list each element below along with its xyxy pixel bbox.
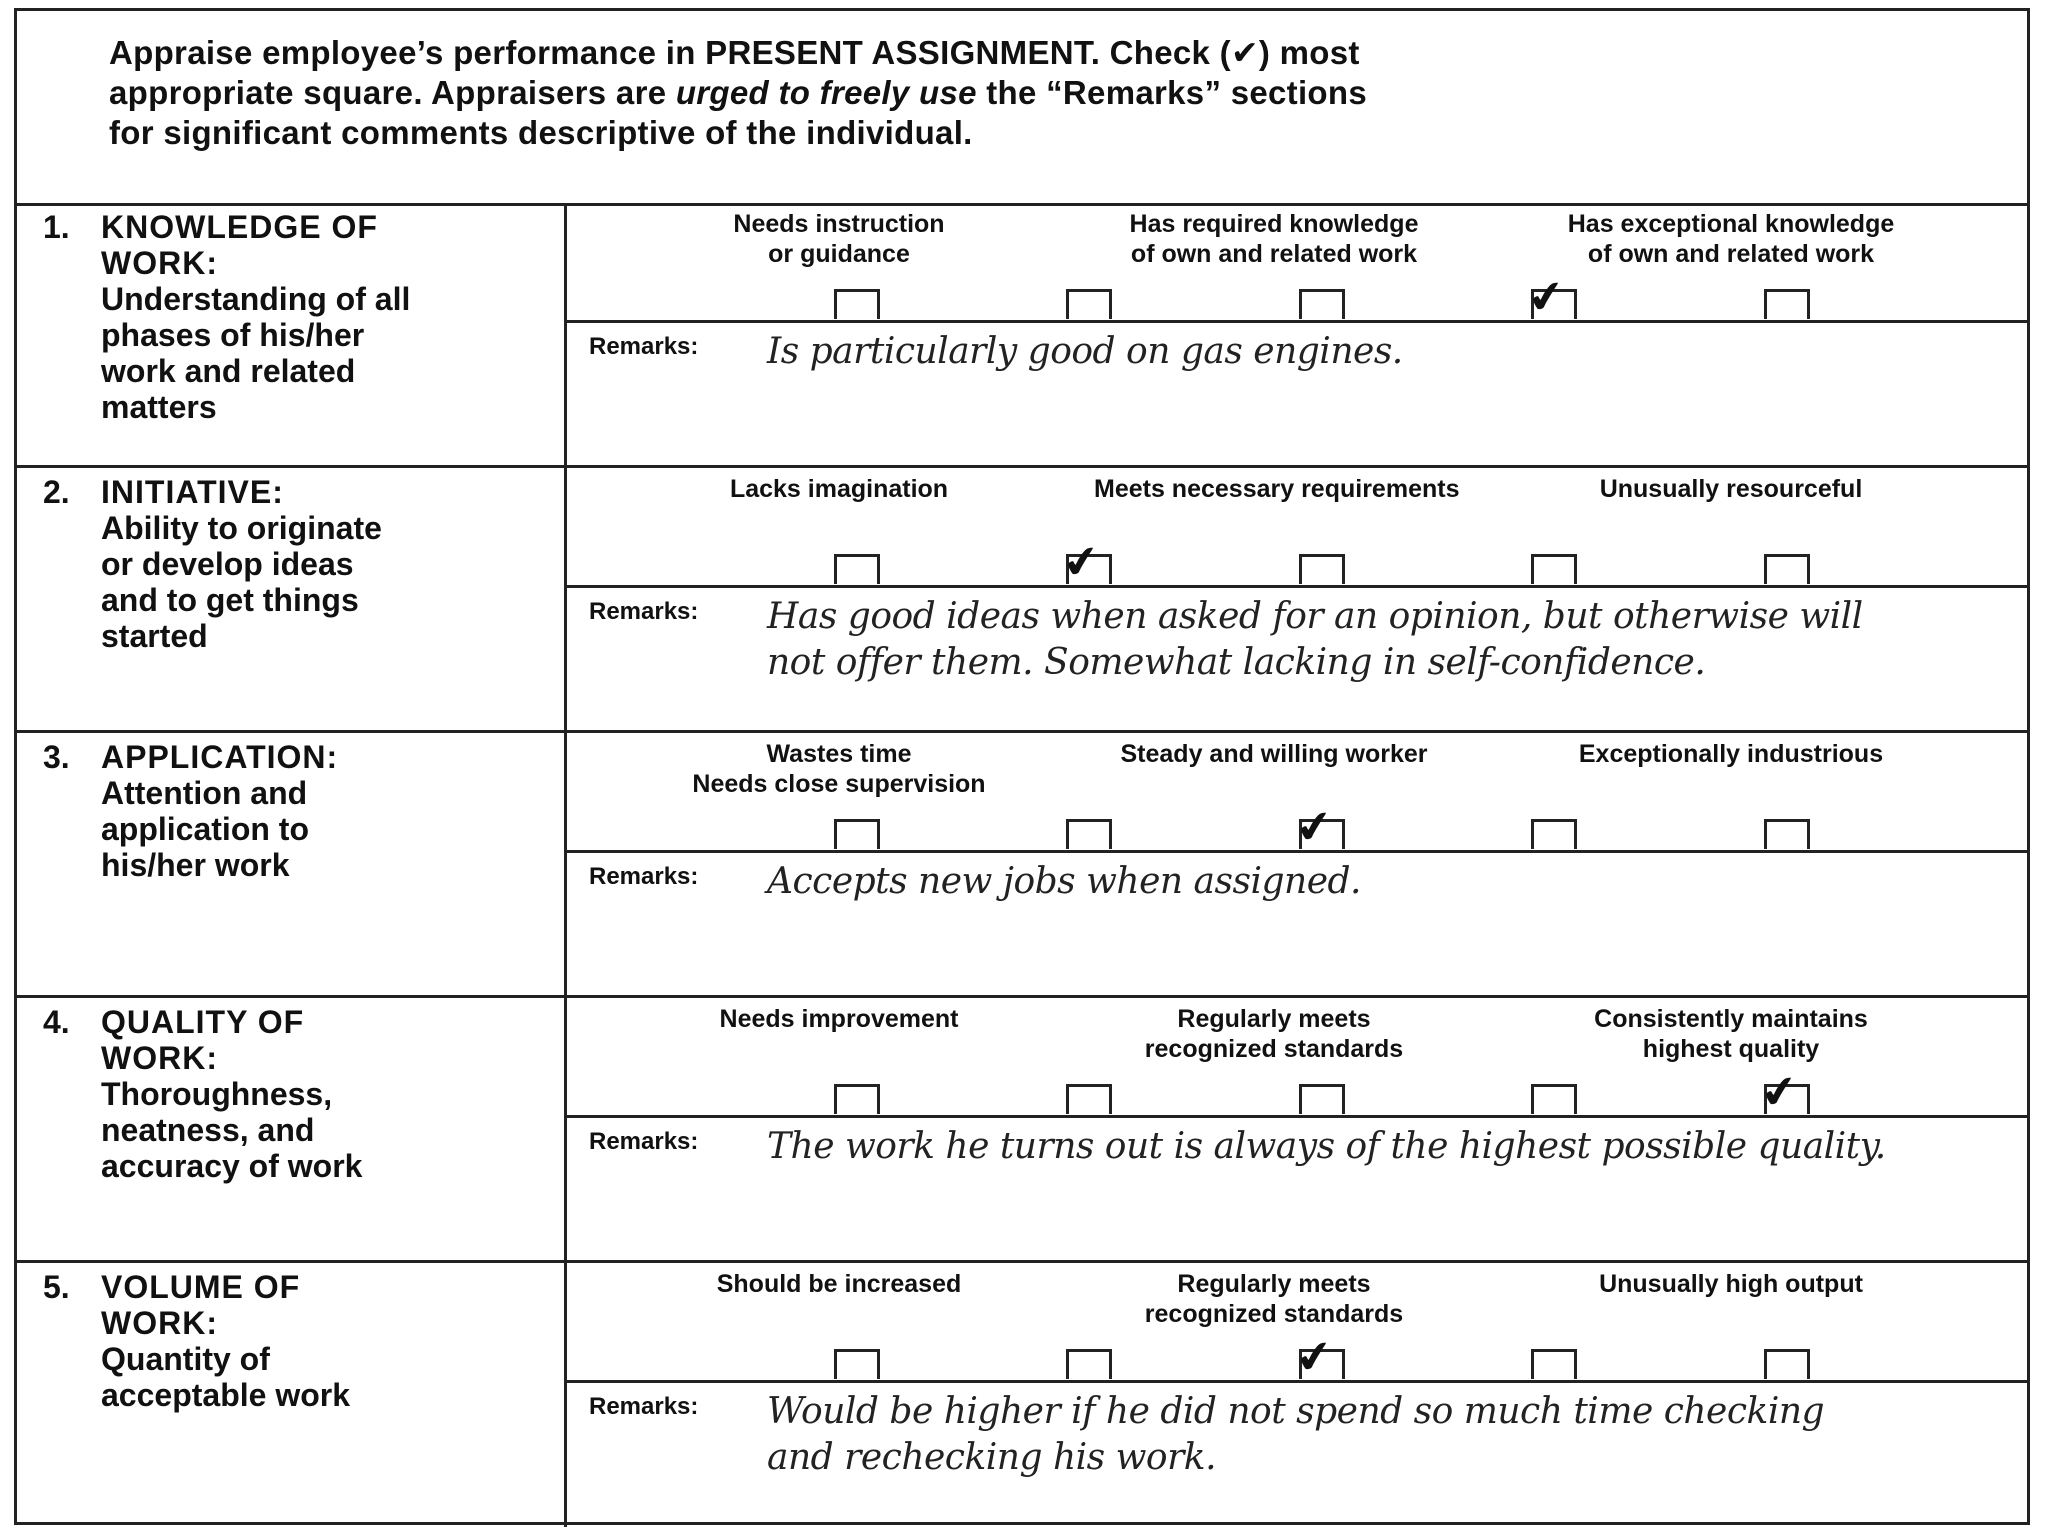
factor-label <box>17 998 567 1260</box>
scale-anchor-line: Consistently maintains <box>1594 1005 1868 1033</box>
factor-label <box>17 468 567 730</box>
factor-number: 1. <box>43 209 70 245</box>
factor-number: 2. <box>43 474 70 510</box>
rating-checkbox[interactable] <box>1764 554 1810 584</box>
factor-description: work and related <box>101 353 356 389</box>
rating-checkbox[interactable] <box>1292 1330 1345 1385</box>
factor-number: 5. <box>43 1269 70 1305</box>
remarks-label: Remarks: <box>589 598 699 625</box>
factor-row <box>17 733 2027 998</box>
rating-checkbox[interactable] <box>1292 800 1345 855</box>
scale-anchor-line: highest quality <box>1642 1035 1820 1063</box>
rating-scale <box>567 1263 2027 1383</box>
instructions-line-3: for significant comments descriptive of the individual. <box>109 114 973 151</box>
remarks-text[interactable] <box>767 1389 2011 1481</box>
scale-anchor-line: Exceptionally industrious <box>1578 740 1884 768</box>
factor-description: his/her work <box>101 847 290 883</box>
scale-anchor-label <box>1551 739 1911 769</box>
factor-description: phases of his/her <box>101 317 365 353</box>
scale-anchor-label <box>1094 1269 1454 1329</box>
scale-anchor-line: Wastes time <box>766 740 912 768</box>
instructions-text: the “Remarks” sections <box>976 74 1367 111</box>
check-mark-icon: ✔ <box>1757 1065 1802 1120</box>
remarks-text[interactable] <box>767 329 2011 375</box>
scale-anchor-line: of own and related work <box>1587 240 1875 268</box>
scale-anchor-label <box>659 474 1019 504</box>
rating-scale <box>567 203 2027 323</box>
factor-row <box>17 1263 2027 1527</box>
scale-anchor-line: or guidance <box>768 240 910 268</box>
factor-title: WORK: <box>101 1305 218 1341</box>
instructions-line-1: Appraise employee’s performance in PRESENT ASSIGNMENT. Check (✔) most <box>109 34 1360 71</box>
factor-description: and to get things <box>101 582 359 618</box>
factor-description: Thoroughness, <box>101 1076 333 1112</box>
rating-checkbox[interactable] <box>1531 1084 1577 1114</box>
scale-anchor-label <box>1551 1004 1911 1064</box>
rating-checkbox[interactable] <box>1066 289 1112 319</box>
remarks-section <box>567 588 2027 730</box>
scale-anchor-line: Lacks imagination <box>729 475 949 503</box>
scale-anchor-label <box>1094 209 1454 269</box>
factor-title: WORK: <box>101 245 218 281</box>
rating-checkbox[interactable] <box>1059 535 1112 590</box>
factor-description: accuracy of work <box>101 1148 363 1184</box>
scale-anchor-line: Needs close supervision <box>692 770 986 798</box>
remarks-line: Would be higher if he did not spend so much time checking <box>767 1391 1825 1432</box>
factor-title: WORK: <box>101 1040 218 1076</box>
factor-description: Quantity of <box>101 1341 270 1377</box>
instructions-line-2 <box>109 73 2027 113</box>
remarks-section <box>567 323 2027 465</box>
remarks-label: Remarks: <box>589 863 699 890</box>
remarks-line: The work he turns out is always of the highest possible quality. <box>767 1126 1886 1167</box>
factor-title: QUALITY OF <box>101 1004 305 1040</box>
factor-row <box>17 468 2027 733</box>
scale-anchor-line: Regularly meets <box>1177 1005 1371 1033</box>
rating-scale <box>567 733 2027 853</box>
remarks-text[interactable] <box>767 594 2011 686</box>
factor-description: neatness, and <box>101 1112 315 1148</box>
rating-checkbox[interactable] <box>834 1084 880 1114</box>
scale-anchor-label <box>659 209 1019 269</box>
factor-rows <box>17 203 2027 1527</box>
rating-checkbox[interactable] <box>834 554 880 584</box>
check-mark-icon: ✔ <box>1292 1330 1337 1385</box>
remarks-line: and rechecking his work. <box>767 1437 1217 1478</box>
factor-label <box>17 733 567 995</box>
remarks-text[interactable] <box>767 1124 2011 1170</box>
scale-anchor-line: Regularly meets <box>1177 1270 1371 1298</box>
scale-anchor-label <box>1094 739 1454 769</box>
remarks-section <box>567 1118 2027 1260</box>
factor-title: KNOWLEDGE OF <box>101 209 378 245</box>
scale-anchor-label <box>1551 1269 1911 1299</box>
scale-anchor-line: Unusually high output <box>1599 1270 1863 1298</box>
factor-description: or develop ideas <box>101 546 354 582</box>
factor-title: APPLICATION: <box>101 739 339 775</box>
rating-checkbox[interactable] <box>1299 554 1345 584</box>
remarks-line: Accepts new jobs when assigned. <box>767 861 1361 902</box>
rating-checkbox[interactable] <box>1757 1065 1810 1120</box>
rating-checkbox[interactable] <box>1531 819 1577 849</box>
scale-anchor-label <box>659 1269 1019 1299</box>
scale-anchor-label <box>659 1004 1019 1034</box>
scale-anchor-label <box>1551 209 1911 269</box>
remarks-section <box>567 853 2027 995</box>
factor-label <box>17 203 567 465</box>
rating-checkbox[interactable] <box>1066 1084 1112 1114</box>
rating-checkbox[interactable] <box>834 819 880 849</box>
rating-scale <box>567 998 2027 1118</box>
scale-anchor-line: Needs improvement <box>719 1005 959 1033</box>
scale-anchor-line: Needs instruction <box>733 210 945 238</box>
rating-checkbox[interactable] <box>1764 289 1810 319</box>
rating-scale <box>567 468 2027 588</box>
rating-checkbox[interactable] <box>1066 1349 1112 1379</box>
rating-checkbox[interactable] <box>1764 819 1810 849</box>
rating-checkbox[interactable] <box>1524 270 1577 325</box>
rating-checkbox[interactable] <box>1531 1349 1577 1379</box>
rating-checkbox[interactable] <box>834 289 880 319</box>
instructions <box>17 11 2027 206</box>
remarks-line: not offer them. Somewhat lacking in self-confidence. <box>767 642 1706 683</box>
factor-description: application to <box>101 811 309 847</box>
scale-anchor-line: recognized standards <box>1144 1035 1404 1063</box>
factor-number: 3. <box>43 739 70 775</box>
factor-description: Attention and <box>101 775 308 811</box>
instructions-emphasis: urged to freely use <box>675 74 977 111</box>
remarks-label: Remarks: <box>589 1393 699 1420</box>
check-mark-icon: ✔ <box>1292 800 1337 855</box>
scale-anchor-line: Has exceptional knowledge <box>1567 210 1895 238</box>
remarks-line: Has good ideas when asked for an opinion, but otherwise will <box>767 596 1863 637</box>
factor-title: VOLUME OF <box>101 1269 301 1305</box>
scale-anchor-label <box>1551 474 1911 504</box>
check-mark-icon: ✔ <box>1059 535 1104 590</box>
remarks-label: Remarks: <box>589 333 699 360</box>
rating-checkbox[interactable] <box>1299 289 1345 319</box>
instructions-text: appropriate square. Appraisers are <box>109 74 676 111</box>
scale-anchor-label <box>659 739 1019 799</box>
scale-anchor-line: Should be increased <box>716 1270 962 1298</box>
rating-checkbox[interactable] <box>1531 554 1577 584</box>
factor-label <box>17 1263 567 1527</box>
remarks-section <box>567 1383 2027 1527</box>
factor-row <box>17 998 2027 1263</box>
scale-anchor-line: Meets necessary requirements <box>1094 475 1460 503</box>
factor-title: INITIATIVE: <box>101 474 284 510</box>
rating-checkbox[interactable] <box>1299 1084 1345 1114</box>
rating-checkbox[interactable] <box>834 1349 880 1379</box>
factor-description: started <box>101 618 208 654</box>
remarks-line: Is particularly good on gas engines. <box>767 331 1403 372</box>
remarks-label: Remarks: <box>589 1128 699 1155</box>
scale-anchor-label <box>1094 1004 1454 1064</box>
appraisal-form <box>14 8 2030 1525</box>
scale-anchor-line: recognized standards <box>1144 1300 1404 1328</box>
factor-number: 4. <box>43 1004 70 1040</box>
factor-description: acceptable work <box>101 1377 350 1413</box>
factor-description: Ability to originate <box>101 510 382 546</box>
rating-checkbox[interactable] <box>1764 1349 1810 1379</box>
scale-anchor-line: of own and related work <box>1130 240 1418 268</box>
factor-description: Understanding of all <box>101 281 411 317</box>
rating-checkbox[interactable] <box>1066 819 1112 849</box>
scale-anchor-label <box>1094 474 1460 504</box>
check-mark-icon: ✔ <box>1524 270 1569 325</box>
scale-anchor-line: Steady and willing worker <box>1120 740 1428 768</box>
factor-description: matters <box>101 389 217 425</box>
scale-anchor-line: Unusually resourceful <box>1599 475 1863 503</box>
factor-row <box>17 203 2027 468</box>
remarks-text[interactable] <box>767 859 2011 905</box>
scale-anchor-line: Has required knowledge <box>1129 210 1419 238</box>
